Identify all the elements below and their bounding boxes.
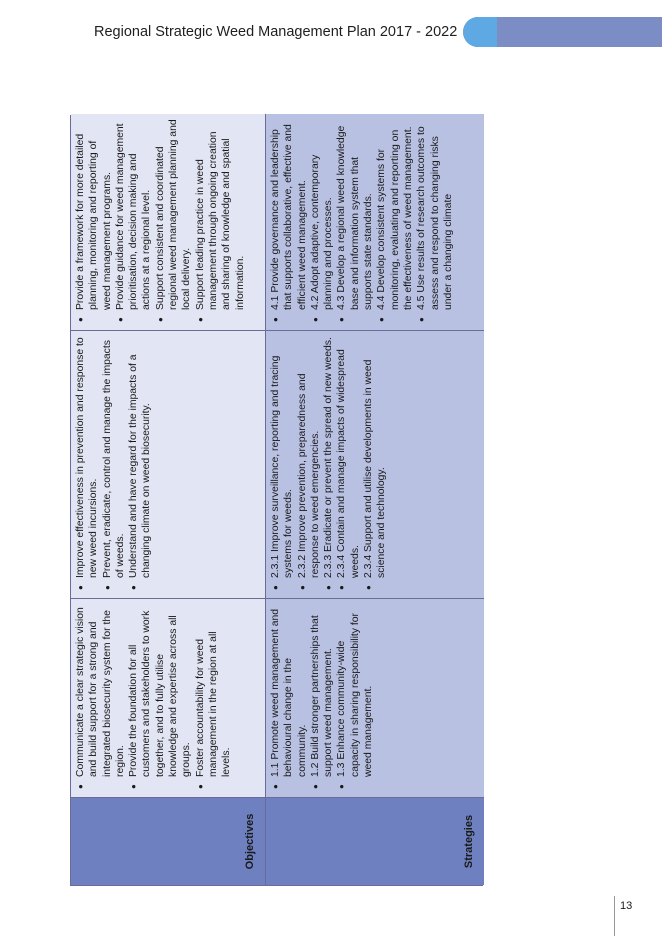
- strategies-col-1: [266, 598, 484, 797]
- list-item: ● 4.1 Provide governance and leadership that supports collaborative, effective and efficient weed management.: [269, 118, 309, 322]
- list-item: ● 1.2 Build stronger partnerships that support weed management.: [309, 603, 336, 789]
- page-number-divider: [614, 896, 615, 936]
- list-item: ● 4.2 Adopt adaptive, contemporary planning and processes.: [309, 118, 336, 322]
- list-item: ● 2.3.2 Improve prevention, preparedness and response to weed emergencies.: [296, 335, 323, 590]
- strategies-col-3: [266, 114, 484, 330]
- list-item: ● Communicate a clear strategic vision and build support for a strong and integrated biosecurity system for the region.: [74, 603, 127, 789]
- page-header-title: Regional Strategic Weed Management Plan 2017 - 2022: [94, 24, 458, 40]
- list-item: ● 1.3 Enhance community-wide capacity in sharing responsibility for weed management.: [335, 603, 375, 789]
- list-item: ● 4.3 Develop a regional weed knowledge base and information system that supports state standards.: [335, 118, 375, 322]
- header-accent-bar: [463, 17, 662, 47]
- list-item: ● 2.3.3 Eradicate or prevent the spread of new weeds.: [322, 335, 335, 590]
- objectives-strategies-table: [70, 115, 483, 886]
- objectives-col-2: [71, 330, 266, 598]
- list-item: ● Support leading practice in weed management through ongoing creation and sharing of knowledge and spatial information.: [194, 118, 247, 322]
- list-item: ● Provide the foundation for all customers and stakeholders to work together, and to fully utilise knowledge and expertise across all groups.: [127, 603, 193, 789]
- list-item: ● 4.4 Develop consistent systems for monitoring, evaluating and reporting on the effectiveness of weed management.: [375, 118, 415, 322]
- list-item: ● Improve effectiveness in prevention and response to new weed incursions.: [74, 335, 101, 590]
- list-item: ● 2.3.1 Improve surveillance, reporting and tracing systems for weeds.: [269, 335, 296, 590]
- list-item: ● 2.3.4 Contain and manage impacts of widespread weeds.: [335, 335, 362, 590]
- list-item: ● 4.5 Use results of research outcomes to assess and respond to changing risks under a changing climate: [415, 118, 455, 322]
- list-item: ● 1.1 Promote weed management and behavioural change in the community.: [269, 603, 309, 789]
- list-item: ● Provide a framework for more detailed planning, monitoring and reporting of weed management programs.: [74, 118, 114, 322]
- objectives-col-1: [71, 598, 266, 797]
- row-label-objectives: Objectives: [71, 797, 266, 885]
- list-item: ● 2.3.4 Support and utilise developments in weed science and technology.: [362, 335, 389, 590]
- objectives-col-3: [71, 114, 266, 330]
- list-item: ● Prevent, eradicate, control and manage the impacts of weeds.: [101, 335, 128, 590]
- page-number: 13: [620, 900, 633, 912]
- strategies-col-2: [266, 330, 484, 598]
- list-item: ● Foster accountability for weed management in the region at all levels.: [194, 603, 234, 789]
- list-item: ● Understand and have regard for the impacts of a changing climate on weed biosecurity.: [127, 335, 154, 590]
- list-item: ● Provide guidance for weed management prioritisation, decision making and actions at a regional level.: [114, 118, 154, 322]
- row-label-strategies: Strategies: [266, 797, 484, 885]
- list-item: ● Support consistent and coordinated regional weed management planning and local delivery.: [154, 118, 194, 322]
